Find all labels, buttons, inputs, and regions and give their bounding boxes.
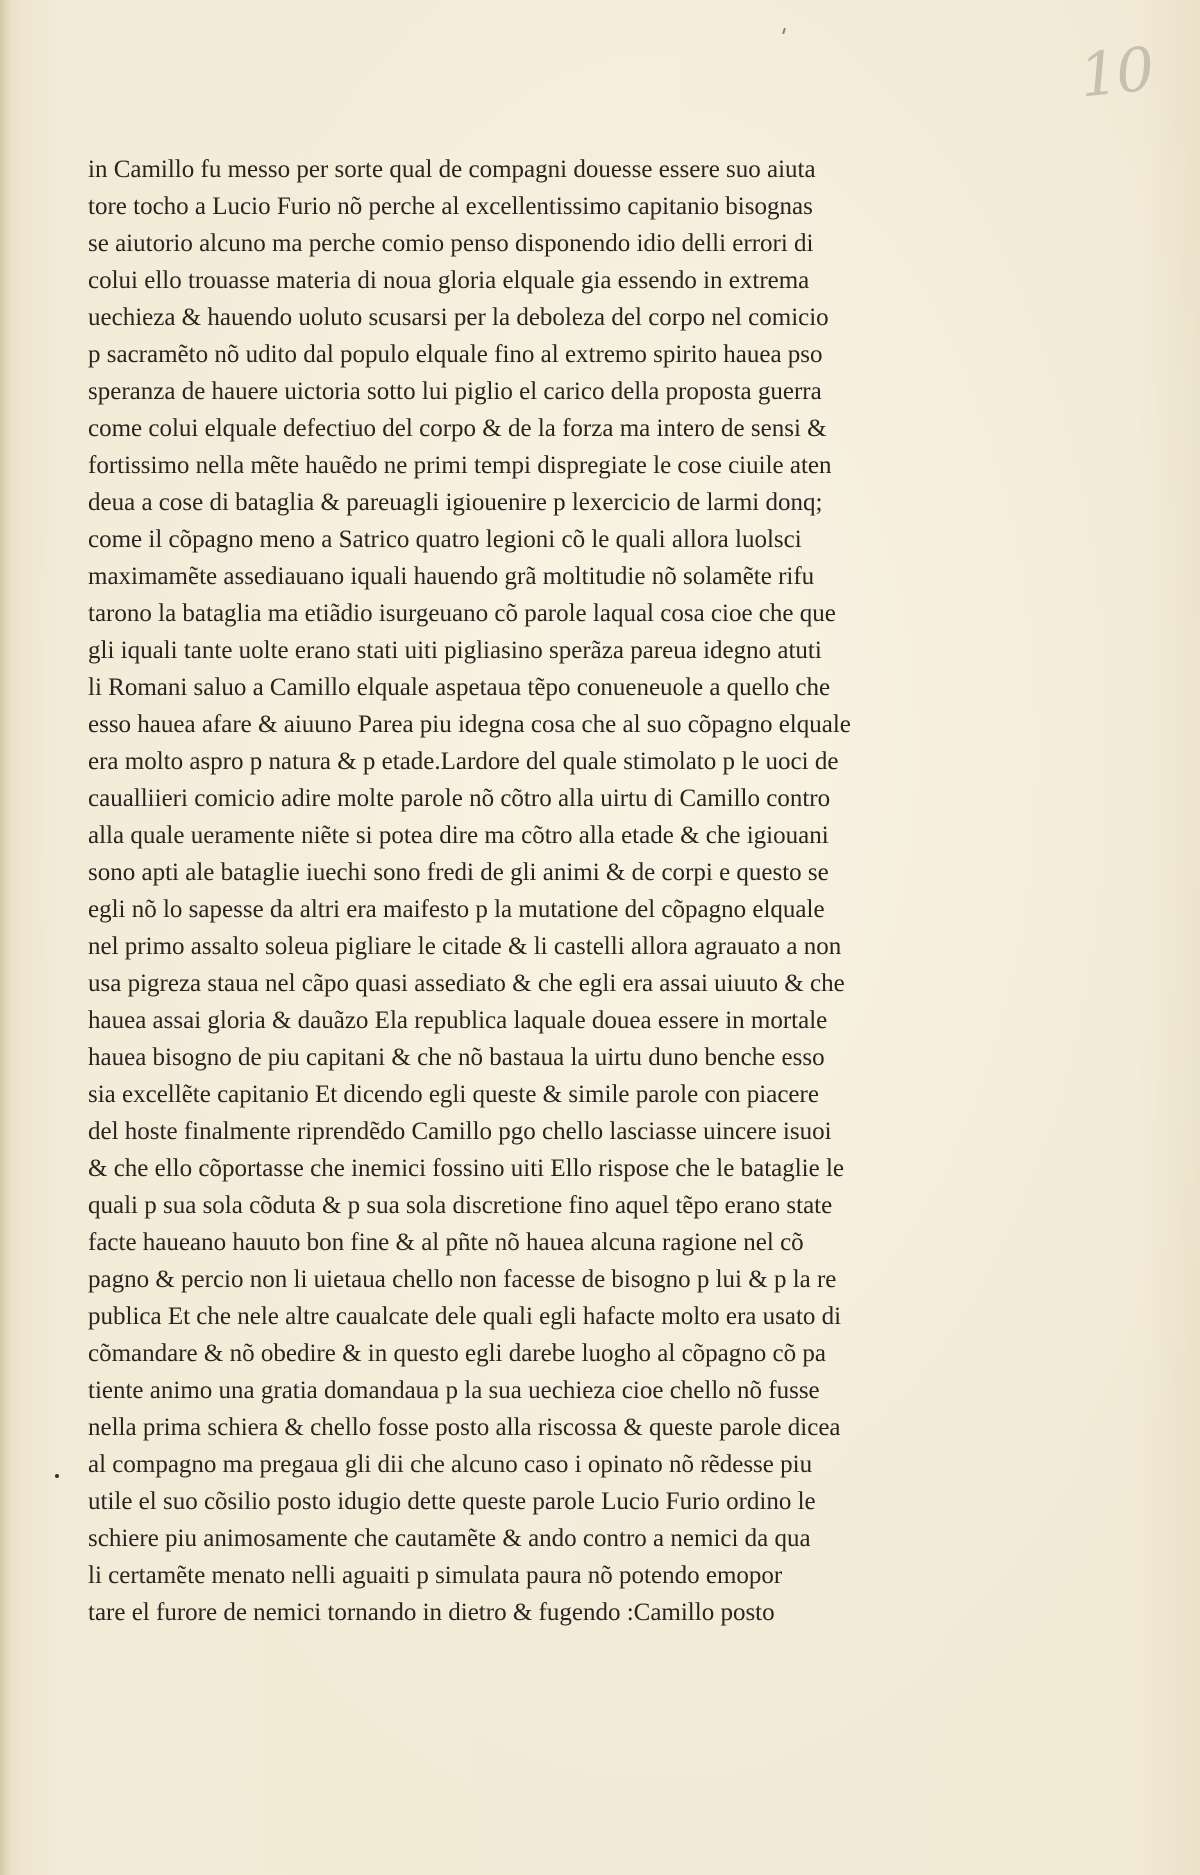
text-line: hauea bisogno de piu capitani & che nõ bastaua la uirtu duno benche esso bbox=[88, 1044, 825, 1071]
text-line: sono apti ale bataglie iuechi sono fredi de gli animi & de corpi e questo se bbox=[88, 859, 829, 886]
text-line: fortissimo nella mẽte hauẽdo ne primi tempi dispregiate le cose ciuile aten bbox=[88, 452, 832, 479]
text-line: p sacramẽto nõ udito dal populo elquale fino al extremo spirito hauea pso bbox=[88, 341, 823, 368]
text-line: del hoste finalmente riprendẽdo Camillo pgo chello lasciasse uincere isuoi bbox=[88, 1118, 832, 1145]
text-line: caualliieri comicio adire molte parole nõ cõtro alla uirtu di Camillo contro bbox=[88, 785, 831, 812]
text-line: egli nõ lo sapesse da altri era maifesto p la mutatione del cõpagno elquale bbox=[88, 896, 825, 923]
text-line: tiente animo una gratia domandaua p la sua uechieza cioe chello nõ fusse bbox=[88, 1377, 820, 1404]
text-line: li certamẽte menato nelli aguaiti p simulata paura nõ potendo emopor bbox=[88, 1562, 783, 1589]
text-line: tore tocho a Lucio Furio nõ perche al excellentissimo capitanio bisognas bbox=[88, 193, 813, 220]
folio-number: 10 bbox=[1076, 34, 1156, 112]
text-line: & che ello cõportasse che inemici fossino uiti Ello rispose che le bataglie le bbox=[88, 1155, 845, 1182]
text-line: tare el furore de nemici tornando in dietro & fugendo :Camillo posto bbox=[88, 1599, 775, 1626]
text-line: come colui elquale defectiuo del corpo & de la forza ma intero de sensi & bbox=[88, 415, 827, 442]
text-line: colui ello trouasse materia di noua gloria elquale gia essendo in extrema bbox=[88, 267, 810, 294]
text-line: schiere piu animosamente che cautamẽte & ando contro a nemici da qua bbox=[88, 1525, 811, 1552]
text-line: sia excellẽte capitanio Et dicendo egli queste & simile parole con piacere bbox=[88, 1081, 819, 1108]
text-line: li Romani saluo a Camillo elquale aspetaua tẽpo conueneuole a quello che bbox=[88, 674, 831, 701]
text-line: uechieza & hauendo uoluto scusarsi per la deboleza del corpo nel comicio bbox=[88, 304, 829, 331]
text-line: se aiutorio alcuno ma perche comio penso disponendo idio delli errori di bbox=[88, 230, 814, 257]
text-line: facte haueano hauuto bon fine & al pñte nõ hauea alcuna ragione nel cõ bbox=[88, 1229, 804, 1256]
text-line: deua a cose di bataglia & pareuagli igiouenire p lexercicio de larmi donq; bbox=[88, 489, 823, 516]
page-edge-shadow bbox=[0, 0, 10, 1875]
text-line: gli iquali tante uolte erano stati uiti pigliasino sperãza pareua idegno atuti bbox=[88, 637, 822, 664]
text-line: pagno & percio non li uietaua chello non facesse de bisogno p lui & p la re bbox=[88, 1266, 837, 1293]
text-line: in Camillo fu messo per sorte qual de compagni douesse essere suo aiuta bbox=[88, 156, 816, 183]
text-line: tarono la bataglia ma etiãdio isurgeuano cõ parole laqual cosa cioe che que bbox=[88, 600, 836, 627]
text-line: alla quale ueramente niẽte si potea dire ma cõtro alla etade & che igiouani bbox=[88, 822, 829, 849]
text-line: cõmandare & nõ obedire & in questo egli darebe luogho al cõpagno cõ pa bbox=[88, 1340, 826, 1367]
text-line: speranza de hauere uictoria sotto lui piglio el carico della proposta guerra bbox=[88, 378, 822, 405]
text-line: utile el suo cõsilio posto idugio dette queste parole Lucio Furio ordino le bbox=[88, 1488, 816, 1515]
margin-ink-dot bbox=[55, 1474, 59, 1478]
text-block bbox=[88, 151, 988, 1631]
text-line: publica Et che nele altre caualcate dele quali egli hafacte molto era usato di bbox=[88, 1303, 842, 1330]
text-line: maximamẽte assediauano iquali hauendo grã moltitudie nõ solamẽte rifu bbox=[88, 563, 815, 590]
text-line: nel primo assalto soleua pigliare le citade & li castelli allora agrauato a non bbox=[88, 933, 842, 960]
text-line: nella prima schiera & chello fosse posto alla riscossa & queste parole dicea bbox=[88, 1414, 841, 1441]
text-line: hauea assai gloria & dauãzo Ela republica laquale douea essere in mortale bbox=[88, 1007, 828, 1034]
text-line: quali p sua sola cõduta & p sua sola discretione fino aquel tẽpo erano state bbox=[88, 1192, 833, 1219]
text-line: esso hauea afare & aiuuno Parea piu idegna cosa che al suo cõpagno elquale bbox=[88, 711, 851, 738]
text-line: usa pigreza staua nel cãpo quasi assediato & che egli era assai uiuuto & che bbox=[88, 970, 845, 997]
text-line: era molto aspro p natura & p etade.Lardore del quale stimolato p le uoci de bbox=[88, 748, 839, 775]
ink-speck bbox=[782, 28, 786, 34]
text-line: al compagno ma pregaua gli dii che alcuno caso i opinato nõ rẽdesse piu bbox=[88, 1451, 813, 1478]
text-line: come il cõpagno meno a Satrico quatro legioni cõ le quali allora luolsci bbox=[88, 526, 802, 553]
